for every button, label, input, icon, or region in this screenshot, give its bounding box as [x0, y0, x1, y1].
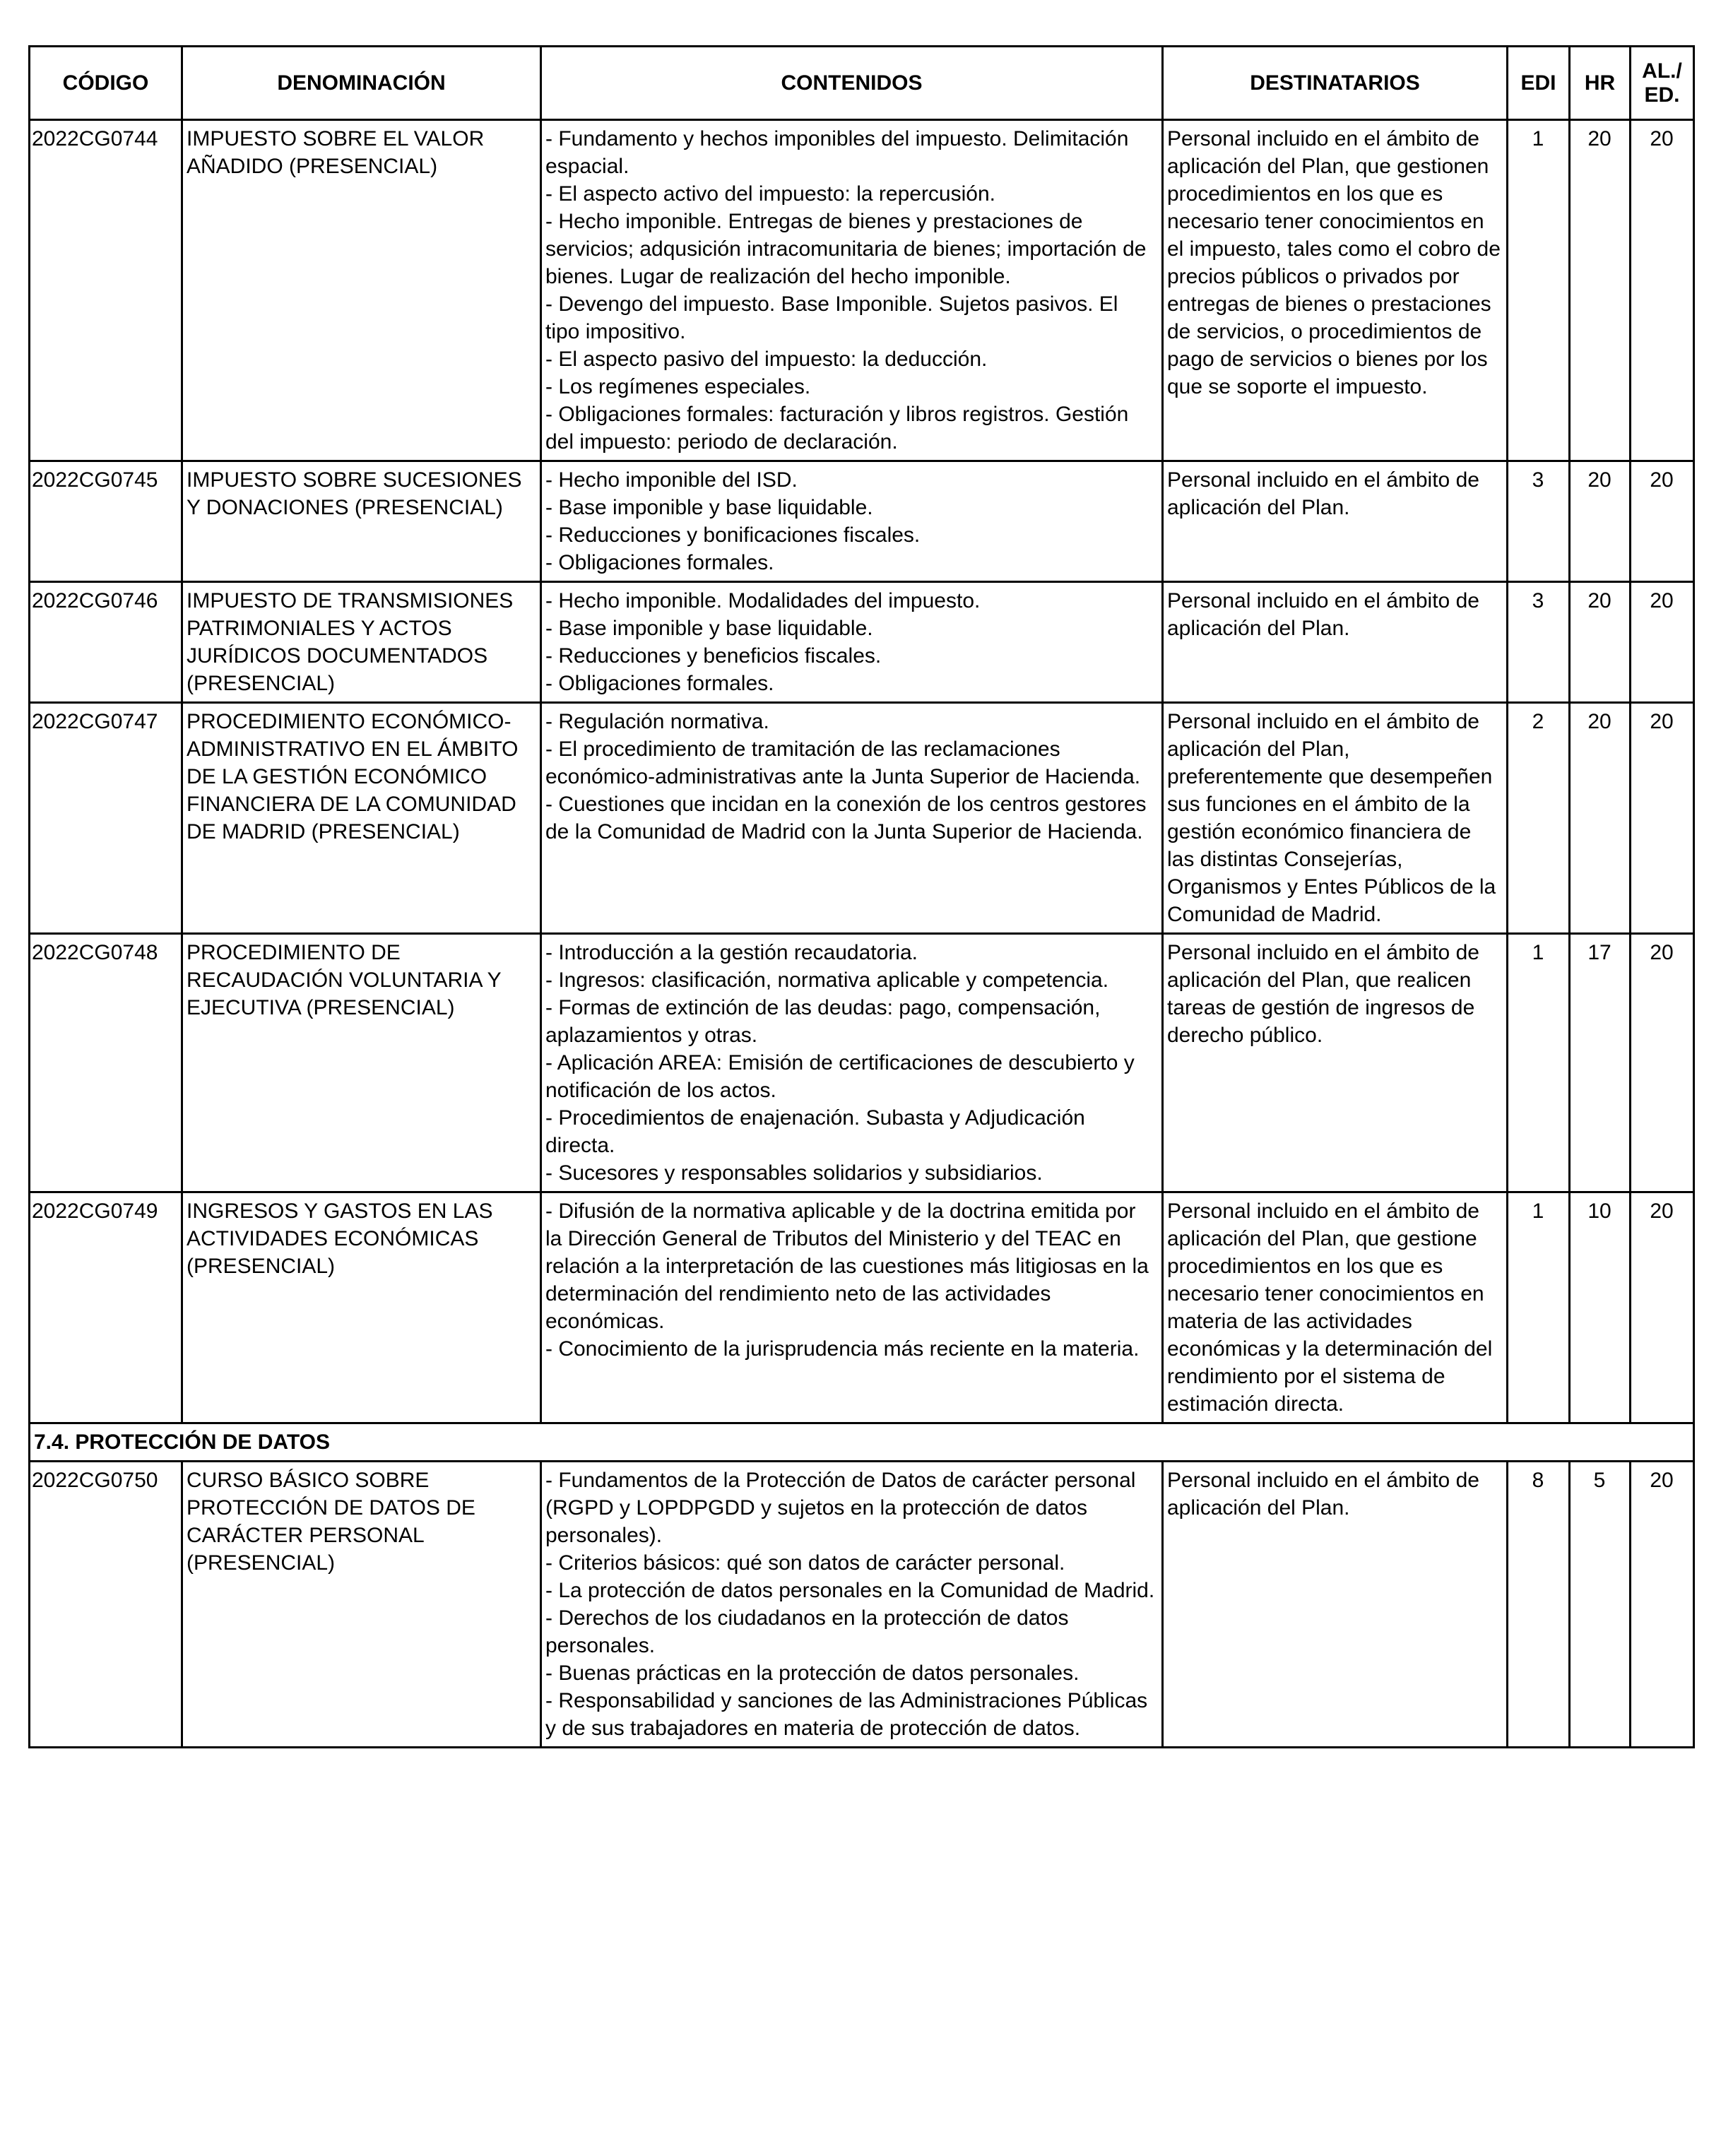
- content-line: - Formas de extinción de las deudas: pago, compensación, aplazamientos y otras.: [545, 996, 1101, 1047]
- course-edi: 2: [1508, 703, 1570, 934]
- content-line: - El aspecto activo del impuesto: la repercusión.: [545, 182, 995, 206]
- table-row: [30, 461, 1694, 582]
- course-contents: [541, 934, 1163, 1192]
- course-al-ed: 20: [1631, 582, 1694, 703]
- content-line: - Derechos de los ciudadanos en la protección de datos personales.: [545, 1606, 1069, 1657]
- course-name: IMPUESTO SOBRE EL VALOR AÑADIDO (PRESENCIAL): [182, 120, 541, 461]
- course-recipients: Personal incluido en el ámbito de aplicación del Plan.: [1163, 461, 1508, 582]
- section-row: [30, 1423, 1694, 1462]
- table-row: [30, 934, 1694, 1192]
- header-edi: EDI: [1508, 47, 1570, 120]
- header-al-ed: AL./ ED.: [1631, 47, 1694, 120]
- content-line: - Base imponible y base liquidable.: [545, 617, 873, 640]
- course-contents: [541, 461, 1163, 582]
- course-al-ed: 20: [1631, 461, 1694, 582]
- table-row: [30, 703, 1694, 934]
- section-title: 7.4. PROTECCIÓN DE DATOS: [30, 1423, 1694, 1462]
- course-name: PROCEDIMIENTO DE RECAUDACIÓN VOLUNTARIA Y EJECUTIVA (PRESENCIAL): [182, 934, 541, 1192]
- header-denominacion: DENOMINACIÓN: [182, 47, 541, 120]
- course-edi: 8: [1508, 1462, 1570, 1748]
- table-row: [30, 120, 1694, 461]
- table-row: [30, 1462, 1694, 1748]
- header-hr: HR: [1570, 47, 1631, 120]
- course-name: IMPUESTO SOBRE SUCESIONES Y DONACIONES (PRESENCIAL): [182, 461, 541, 582]
- course-code: 2022CG0750: [30, 1462, 182, 1748]
- course-contents: [541, 1462, 1163, 1748]
- course-edi: 1: [1508, 934, 1570, 1192]
- header-destinatarios: DESTINATARIOS: [1163, 47, 1508, 120]
- course-code: 2022CG0745: [30, 461, 182, 582]
- table-row: [30, 1192, 1694, 1423]
- course-code: 2022CG0748: [30, 934, 182, 1192]
- content-line: - Devengo del impuesto. Base Imponible. Sujetos pasivos. El tipo impositivo.: [545, 292, 1118, 343]
- content-line: - Los regímenes especiales.: [545, 375, 811, 398]
- content-line: - Cuestiones que incidan en la conexión de los centros gestores de la Comunidad de Madrid con la Junta Superior de Hacienda.: [545, 793, 1147, 843]
- content-line: - Ingresos: clasificación, normativa aplicable y competencia.: [545, 969, 1109, 992]
- content-line: - Conocimiento de la jurisprudencia más reciente en la materia.: [545, 1337, 1140, 1361]
- content-line: - Criterios básicos: qué son datos de carácter personal.: [545, 1551, 1065, 1575]
- course-recipients: Personal incluido en el ámbito de aplicación del Plan, que realicen tareas de gestión de ingresos de derecho público.: [1163, 934, 1508, 1192]
- course-contents: [541, 582, 1163, 703]
- header-row: [30, 47, 1694, 120]
- content-line: - Obligaciones formales.: [545, 551, 774, 574]
- course-code: 2022CG0744: [30, 120, 182, 461]
- content-line: - Hecho imponible del ISD.: [545, 468, 798, 492]
- course-al-ed: 20: [1631, 1462, 1694, 1748]
- content-line: - Fundamento y hechos imponibles del impuesto. Delimitación espacial.: [545, 127, 1129, 178]
- course-edi: 1: [1508, 120, 1570, 461]
- content-line: - El procedimiento de tramitación de las reclamaciones económico-administrativas ante la Junta Superior de Hacienda.: [545, 738, 1141, 788]
- course-hr: 20: [1570, 461, 1631, 582]
- header-contenidos: CONTENIDOS: [541, 47, 1163, 120]
- course-hr: 17: [1570, 934, 1631, 1192]
- course-al-ed: 20: [1631, 1192, 1694, 1423]
- content-line: - Hecho imponible. Entregas de bienes y prestaciones de servicios; adqusición intracomunitaria de bienes; importación de bienes. Lugar de realización del hecho imponible.: [545, 210, 1147, 288]
- course-edi: 3: [1508, 461, 1570, 582]
- content-line: - Sucesores y responsables solidarios y subsidiarios.: [545, 1161, 1043, 1185]
- content-line: - Obligaciones formales: facturación y libros registros. Gestión del impuesto: periodo de declaración.: [545, 403, 1129, 454]
- course-code: 2022CG0749: [30, 1192, 182, 1423]
- course-name: PROCEDIMIENTO ECONÓMICO-ADMINISTRATIVO EN EL ÁMBITO DE LA GESTIÓN ECONÓMICO FINANCIERA DE LA COMUNIDAD DE MADRID (PRESENCIAL): [182, 703, 541, 934]
- content-line: - Fundamentos de la Protección de Datos de carácter personal (RGPD y LOPDPGDD y sujetos en la protección de datos personales).: [545, 1469, 1136, 1547]
- course-hr: 10: [1570, 1192, 1631, 1423]
- content-line: - Hecho imponible. Modalidades del impuesto.: [545, 589, 981, 612]
- content-line: - Base imponible y base liquidable.: [545, 496, 873, 519]
- content-line: - Obligaciones formales.: [545, 672, 774, 695]
- course-al-ed: 20: [1631, 934, 1694, 1192]
- course-hr: 20: [1570, 703, 1631, 934]
- course-contents: [541, 120, 1163, 461]
- header-codigo: CÓDIGO: [30, 47, 182, 120]
- course-code: 2022CG0746: [30, 582, 182, 703]
- content-line: - Responsabilidad y sanciones de las Administraciones Públicas y de sus trabajadores en materia de protección de datos.: [545, 1689, 1148, 1740]
- table-body: [30, 120, 1694, 1748]
- course-edi: 3: [1508, 582, 1570, 703]
- course-hr: 5: [1570, 1462, 1631, 1748]
- course-recipients: Personal incluido en el ámbito de aplicación del Plan.: [1163, 1462, 1508, 1748]
- course-contents: [541, 1192, 1163, 1423]
- course-recipients: Personal incluido en el ámbito de aplicación del Plan, que gestione procedimientos en los que es necesario tener conocimientos en materia de las actividades económicas y la determinación del rendimiento por el sistema de estimación directa.: [1163, 1192, 1508, 1423]
- course-code: 2022CG0747: [30, 703, 182, 934]
- content-line: - Difusión de la normativa aplicable y de la doctrina emitida por la Dirección General de Tributos del Ministerio y del TEAC en relación a la interpretación de las cuestiones más litigiosas en la determinación del rendimiento neto de las actividades económicas.: [545, 1200, 1149, 1333]
- course-table: [28, 45, 1695, 1748]
- course-recipients: Personal incluido en el ámbito de aplicación del Plan, preferentemente que desempeñen sus funciones en el ámbito de la gestión económico financiera de las distintas Consejerías, Organismos y Entes Públicos de la Comunidad de Madrid.: [1163, 703, 1508, 934]
- course-name: INGRESOS Y GASTOS EN LAS ACTIVIDADES ECONÓMICAS (PRESENCIAL): [182, 1192, 541, 1423]
- content-line: - El aspecto pasivo del impuesto: la deducción.: [545, 348, 988, 371]
- content-line: - Reducciones y bonificaciones fiscales.: [545, 523, 921, 547]
- content-line: - Reducciones y beneficios fiscales.: [545, 644, 882, 668]
- content-line: - Buenas prácticas en la protección de datos personales.: [545, 1662, 1080, 1685]
- course-recipients: Personal incluido en el ámbito de aplicación del Plan, que gestionen procedimientos en los que es necesario tener conocimientos en el impuesto, tales como el cobro de precios públicos o privados por entregas de bienes o prestaciones de servicios, o procedimientos de pago de servicios o bienes por los que se soporte el impuesto.: [1163, 120, 1508, 461]
- course-recipients: Personal incluido en el ámbito de aplicación del Plan.: [1163, 582, 1508, 703]
- content-line: - Regulación normativa.: [545, 710, 769, 733]
- course-name: IMPUESTO DE TRANSMISIONES PATRIMONIALES Y ACTOS JURÍDICOS DOCUMENTADOS (PRESENCIAL): [182, 582, 541, 703]
- content-line: - Aplicación AREA: Emisión de certificaciones de descubierto y notificación de los actos.: [545, 1051, 1135, 1102]
- content-line: - La protección de datos personales en la Comunidad de Madrid.: [545, 1579, 1155, 1602]
- course-al-ed: 20: [1631, 703, 1694, 934]
- table-row: [30, 582, 1694, 703]
- content-line: - Procedimientos de enajenación. Subasta y Adjudicación directa.: [545, 1106, 1085, 1157]
- course-hr: 20: [1570, 120, 1631, 461]
- course-name: CURSO BÁSICO SOBRE PROTECCIÓN DE DATOS DE CARÁCTER PERSONAL (PRESENCIAL): [182, 1462, 541, 1748]
- course-hr: 20: [1570, 582, 1631, 703]
- course-al-ed: 20: [1631, 120, 1694, 461]
- content-line: - Introducción a la gestión recaudatoria.: [545, 941, 918, 964]
- course-edi: 1: [1508, 1192, 1570, 1423]
- course-contents: [541, 703, 1163, 934]
